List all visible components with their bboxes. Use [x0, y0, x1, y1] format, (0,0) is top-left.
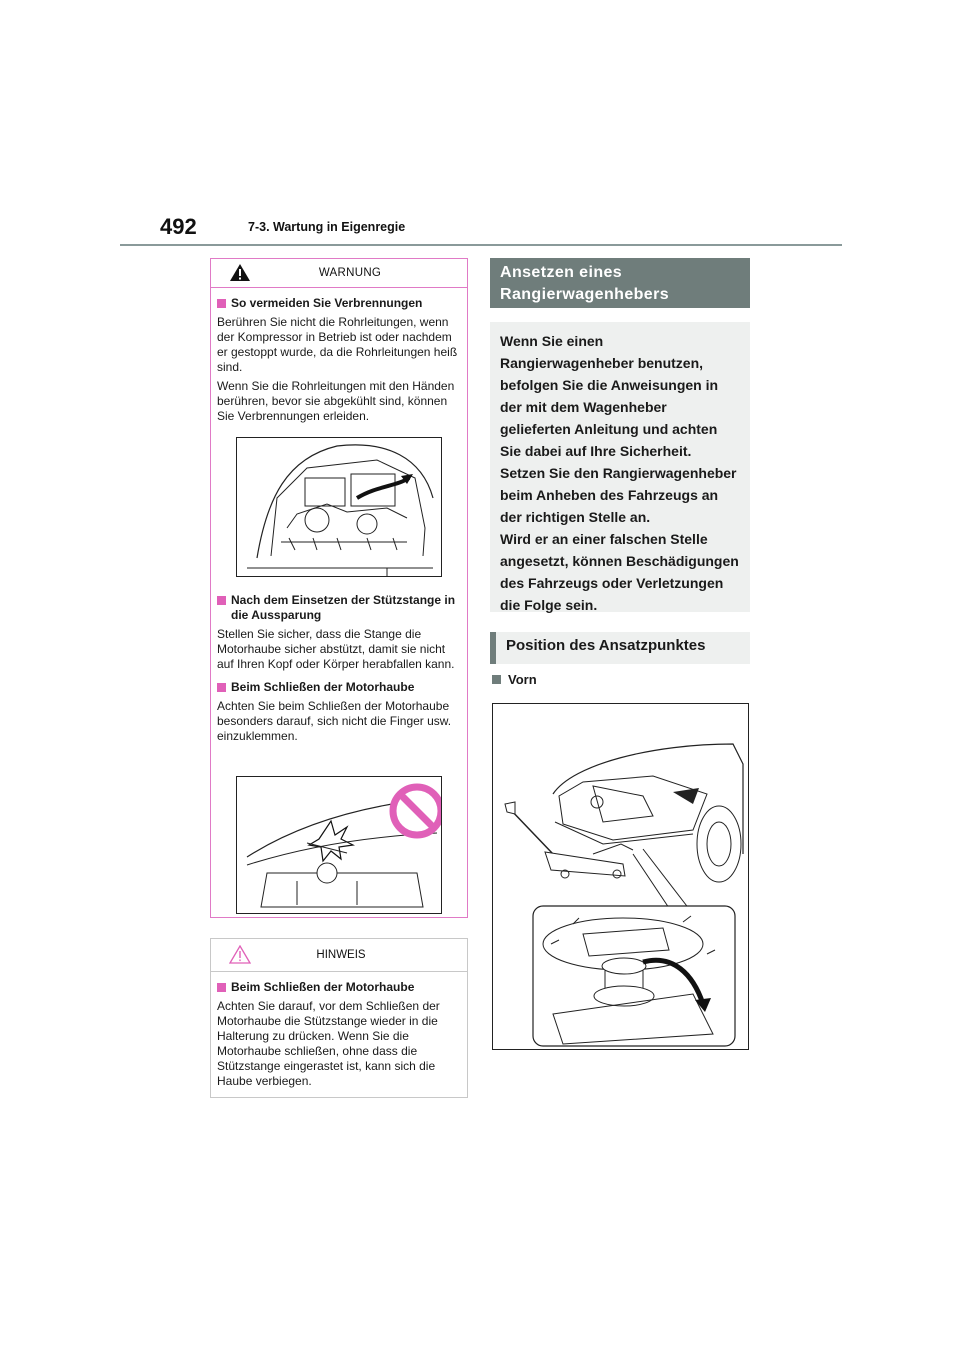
engine-compartment-illustration: [236, 437, 442, 577]
hood-pinch-illustration: [236, 776, 442, 914]
warning-paragraph: Wenn Sie die Rohrleitungen mit den Händen berühren, bevor sie abgekühlt sind, können Sie Verbrennungen erleiden.: [217, 379, 455, 423]
jack-intro-text: Wenn Sie einen Rangierwagenheber benutzen, befolgen Sie die Anweisungen in der mit dem Wagenheber gelieferten Anleitung und achten Sie dabei auf Ihre Sicherheit.: [500, 333, 719, 459]
warning-icon: [229, 263, 251, 282]
jack-section-header: Ansetzen eines Rangierwagenhebers: [490, 258, 750, 308]
bullet-square-icon: [217, 596, 226, 605]
caution-icon: [229, 945, 251, 964]
warning-item-title: Nach dem Einsetzen der Stützstange in die Aussparung: [217, 593, 461, 623]
warning-header: [211, 259, 467, 287]
bullet-square-icon: [217, 983, 226, 992]
front-jack-point-illustration: [492, 703, 749, 1050]
position-section-header: Position des Ansatzpunktes: [490, 632, 750, 664]
warning-paragraph: Stellen Sie sicher, dass die Stange die Motorhaube sicher abstützt, damit sie nicht auf Ihren Kopf oder Körper herabfallen kann.: [217, 627, 455, 671]
note-label: HINWEIS: [316, 949, 366, 961]
warning-paragraph: Berühren Sie nicht die Rohrleitungen, wenn der Kompressor in Betrieb ist oder nachdem er gestoppt wurde, da die Rohrleitungen heiß sind.: [217, 315, 458, 374]
engine-drawing: [237, 438, 442, 577]
warning-paragraph: Achten Sie beim Schließen der Motorhaube besonders darauf, sich nicht die Finger usw. einzuklemmen.: [217, 699, 452, 743]
page-number: 492: [160, 214, 197, 239]
front-label: Vorn: [492, 672, 537, 687]
note-header: [211, 939, 467, 971]
jack-intro-text-3: Wird er an einer falschen Stelle angesetzt, können Beschädigungen des Fahrzeugs oder Verletzungen die Folge sein.: [500, 531, 739, 613]
warning-label: WARNUNG: [318, 267, 382, 279]
bullet-square-icon: [217, 683, 226, 692]
hood-drawing: [237, 777, 442, 914]
jack-drawing: [493, 704, 749, 1050]
jack-intro-text-2: Setzen Sie den Rangierwagenheber beim Anheben des Fahrzeugs an der richtigen Stelle an.: [500, 465, 737, 525]
note-item-title: Beim Schließen der Motorhaube: [217, 980, 461, 995]
note-box: [210, 938, 468, 1098]
jack-intro-panel: [490, 322, 750, 612]
bullet-square-icon: [492, 675, 501, 684]
warning-item-title: So vermeiden Sie Verbrennungen: [217, 296, 461, 311]
section-title: 7-3. Wartung in Eigenregie: [248, 220, 406, 234]
warning-item-title: Beim Schließen der Motorhaube: [217, 680, 461, 695]
note-paragraph: Achten Sie darauf, vor dem Schließen der Motorhaube die Stützstange wieder in die Halterung zu drücken. Wenn Sie die Motorhaube schließen, ohne dass die Stützstange eingerastet ist, kann sich die Haube verbiegen.: [217, 999, 440, 1088]
bullet-square-icon: [217, 299, 226, 308]
header-rule: [120, 244, 842, 246]
